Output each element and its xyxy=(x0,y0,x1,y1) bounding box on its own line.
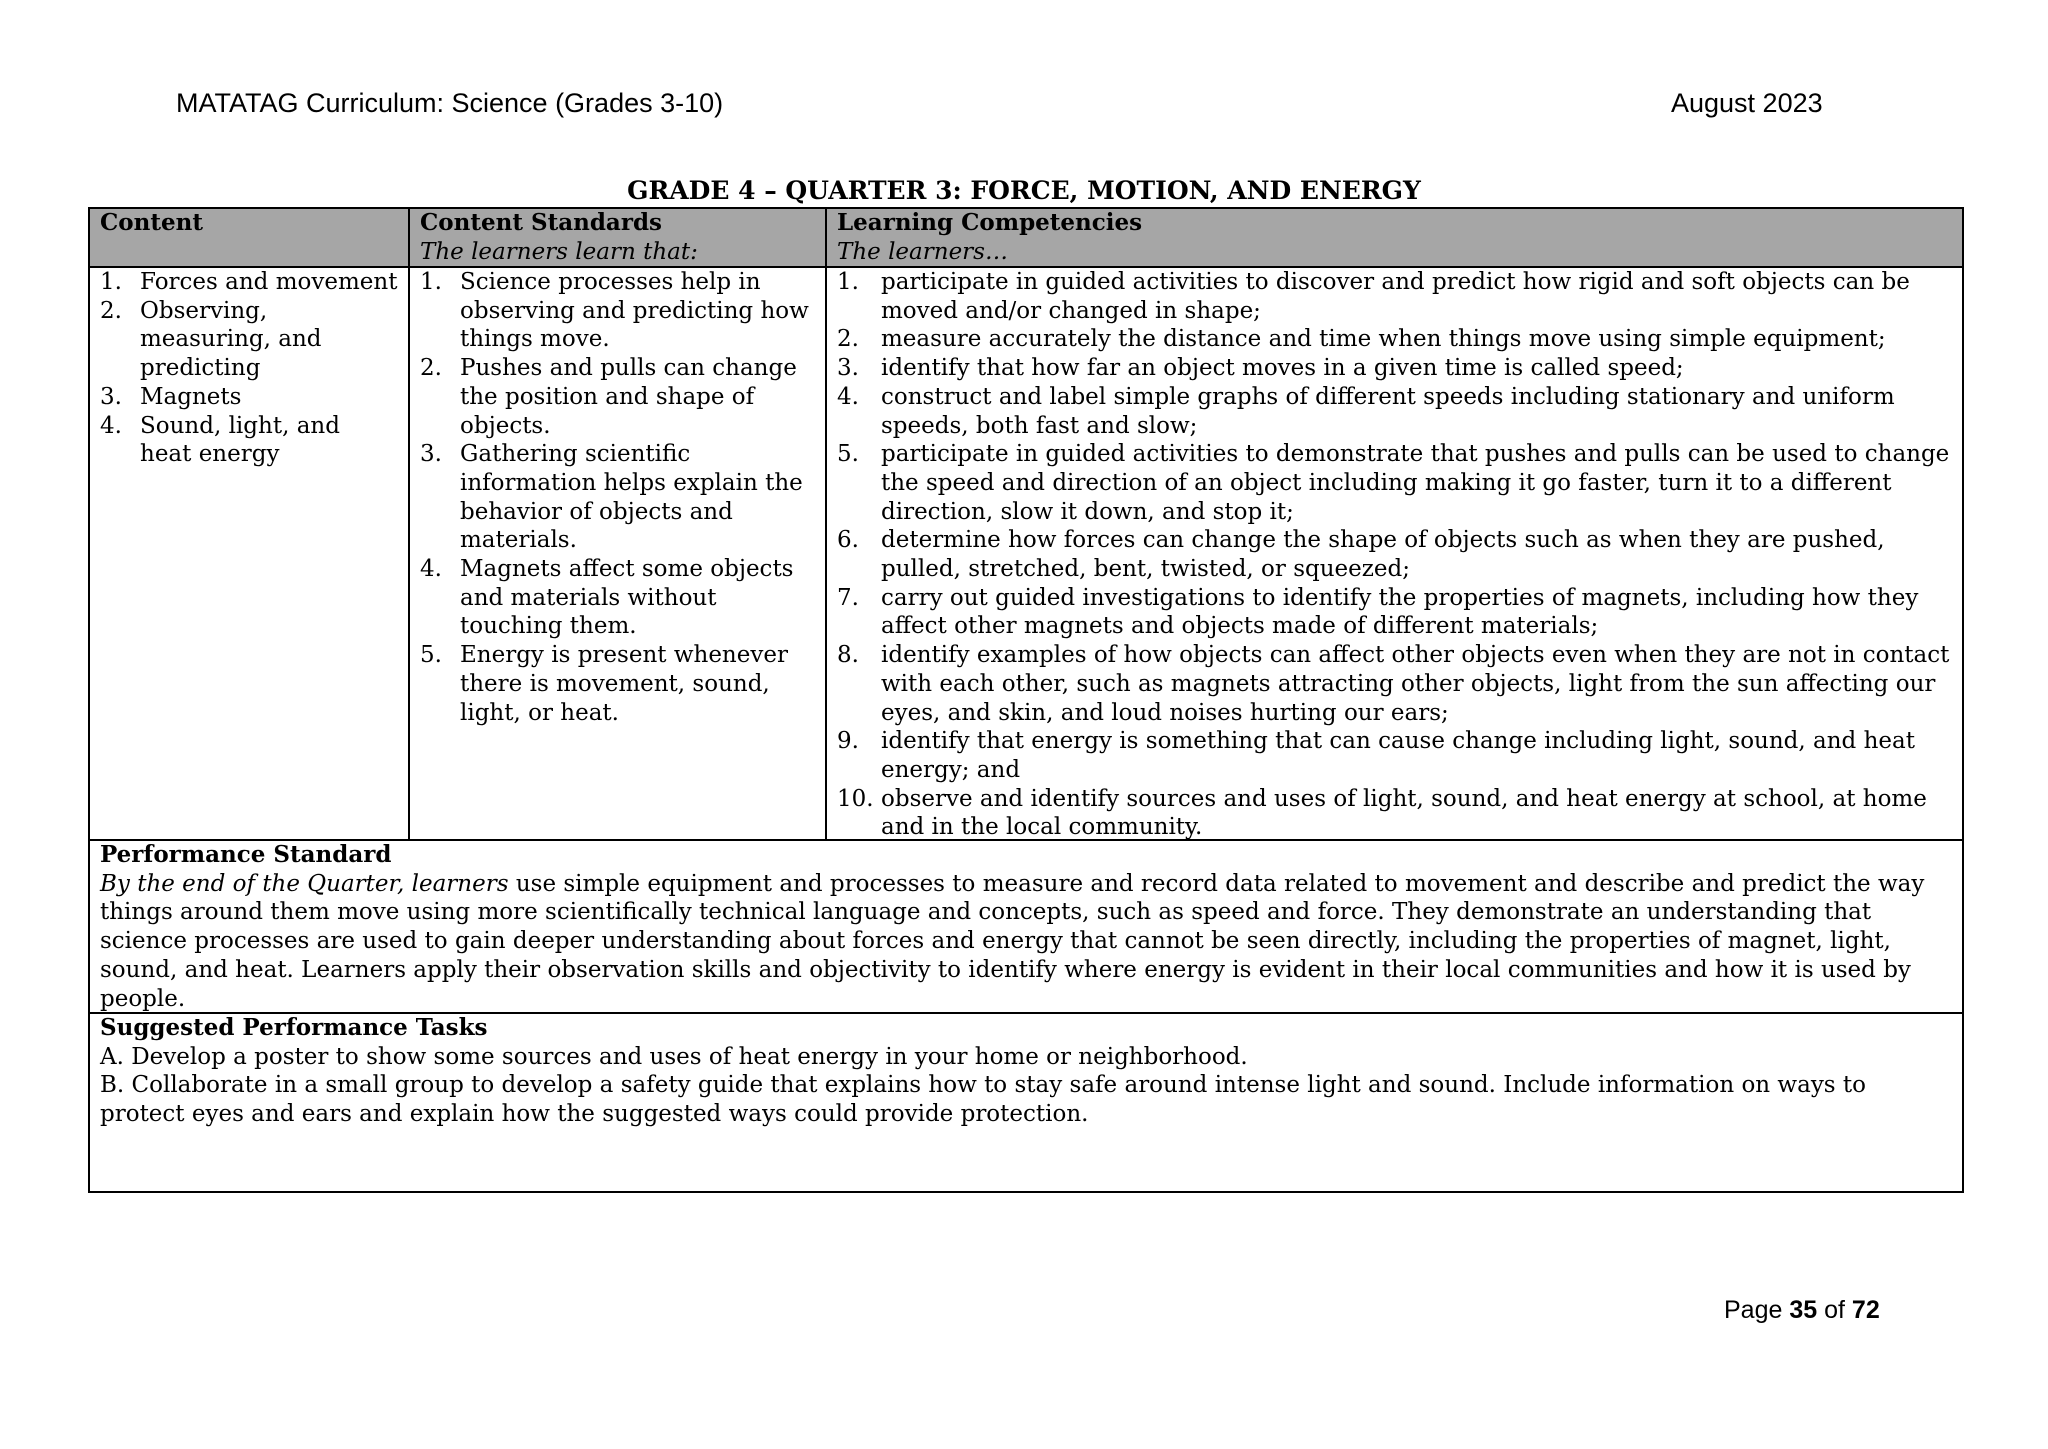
list-item: 4. Magnets affect some objects and materials without touching them. xyxy=(420,556,794,640)
section-heading: Performance Standard xyxy=(100,841,392,868)
column-heading: Content Standards xyxy=(420,209,662,236)
list-item: 4. construct and label simple graphs of different speeds including stationary and uniform speeds, both fast and slow; xyxy=(837,383,1895,439)
task-item: B. Collaborate in a small group to develop a safety guide that explains how to stay safe around intense light and sound. Include information on ways to protect eyes and ears and explain how the suggested ways could provide protection. xyxy=(100,1072,1867,1128)
performance-body: use simple equipment and processes to measure and record data related to movement and describe and predict the way things around them move using more scientifically technical language and concepts, such as speed and force. They demonstrate an understanding that science processes are used to gain deeper understanding about forces and energy that cannot be seen directly, including the properties of magnet, light, sound, and heat. Learners apply their observation skills and objectivity to identify where energy is evident in their local communities and how it is used by people. xyxy=(100,870,1925,1012)
list-item: 10. observe and identify sources and uses of light, sound, and heat energy at school, at home and in the local community. xyxy=(837,785,1927,841)
section-heading: Suggested Performance Tasks xyxy=(100,1014,488,1041)
header-cell-standards xyxy=(410,209,827,266)
list-item: 9. identify that energy is something that can cause change including light, sound, and heat energy; and xyxy=(837,728,1915,783)
table-body-row xyxy=(90,268,1962,841)
list-item: 8. identify examples of how objects can affect other objects even when they are not in contact with each other, such as magnets attracting other objects, light from the sun affecting our eyes, and skin, and loud noises hurting our ears; xyxy=(837,642,1950,726)
competencies-cell xyxy=(827,268,1962,839)
list-item: 3. identify that how far an object moves in a given time is called speed; xyxy=(837,355,1684,382)
column-subheading: The learners learn that: xyxy=(420,238,698,265)
list-item: 4. Sound, light, and heat energy xyxy=(100,412,340,468)
column-subheading: The learners… xyxy=(837,238,1008,265)
performance-lead: By the end of the Quarter, learners xyxy=(100,870,509,897)
list-item: 2. Pushes and pulls can change the position and shape of objects. xyxy=(420,355,797,439)
list-item: 2. measure accurately the distance and time when things move using simple equipment; xyxy=(837,326,1886,353)
header-cell-content xyxy=(90,209,410,266)
document-header-title: MATATAG Curriculum: Science (Grades 3-10) xyxy=(176,88,724,118)
page-title: GRADE 4 – QUARTER 3: FORCE, MOTION, AND ENERGY xyxy=(627,176,1421,205)
task-item: A. Develop a poster to show some sources and uses of heat energy in your home or neighborhood. xyxy=(100,1043,1248,1070)
list-item: 1. participate in guided activities to discover and predict how rigid and soft objects can be moved and/or changed in shape; xyxy=(837,269,1910,324)
list-item: 2. Observing, measuring, and predicting xyxy=(100,297,322,382)
list-item: 6. determine how forces can change the shape of objects such as when they are pushed, pulled, stretched, bent, twisted, or squeezed; xyxy=(837,527,1885,583)
document-header-date: August 2023 xyxy=(1671,88,1823,118)
list-item: 5. Energy is present whenever there is movement, sound, light, or heat. xyxy=(420,642,788,726)
list-item: 7. carry out guided investigations to identify the properties of magnets, including how they affect other magnets and objects made of different materials; xyxy=(837,584,1919,640)
content-cell xyxy=(90,268,410,839)
list-item: 3. Magnets xyxy=(100,383,242,410)
list-item: 1. Forces and movement xyxy=(100,269,398,295)
column-heading: Learning Competencies xyxy=(837,209,1143,236)
standards-cell xyxy=(410,268,827,839)
performance-tasks-section xyxy=(90,1014,1962,1191)
list-item: 1. Science processes help in observing and predicting how things move. xyxy=(420,269,809,353)
header-cell-competencies xyxy=(827,209,1962,266)
list-item: 5. participate in guided activities to demonstrate that pushes and pulls can be used to change the speed and direction of an object including making it go faster, turn it to a different direction, slow it down, and stop it; xyxy=(837,441,1950,525)
list-item: 3. Gathering scientific information helps explain the behavior of objects and materials. xyxy=(420,441,803,554)
performance-standard-text xyxy=(100,870,1952,1014)
standards-list xyxy=(420,268,815,727)
performance-standard-section xyxy=(90,841,1962,1014)
curriculum-table xyxy=(88,207,1964,1193)
table-header-row xyxy=(90,209,1962,268)
page-number: Page 35 of 72 xyxy=(1724,1296,1880,1324)
competencies-list xyxy=(837,268,1952,842)
content-list xyxy=(100,268,398,469)
column-heading: Content xyxy=(100,209,203,236)
